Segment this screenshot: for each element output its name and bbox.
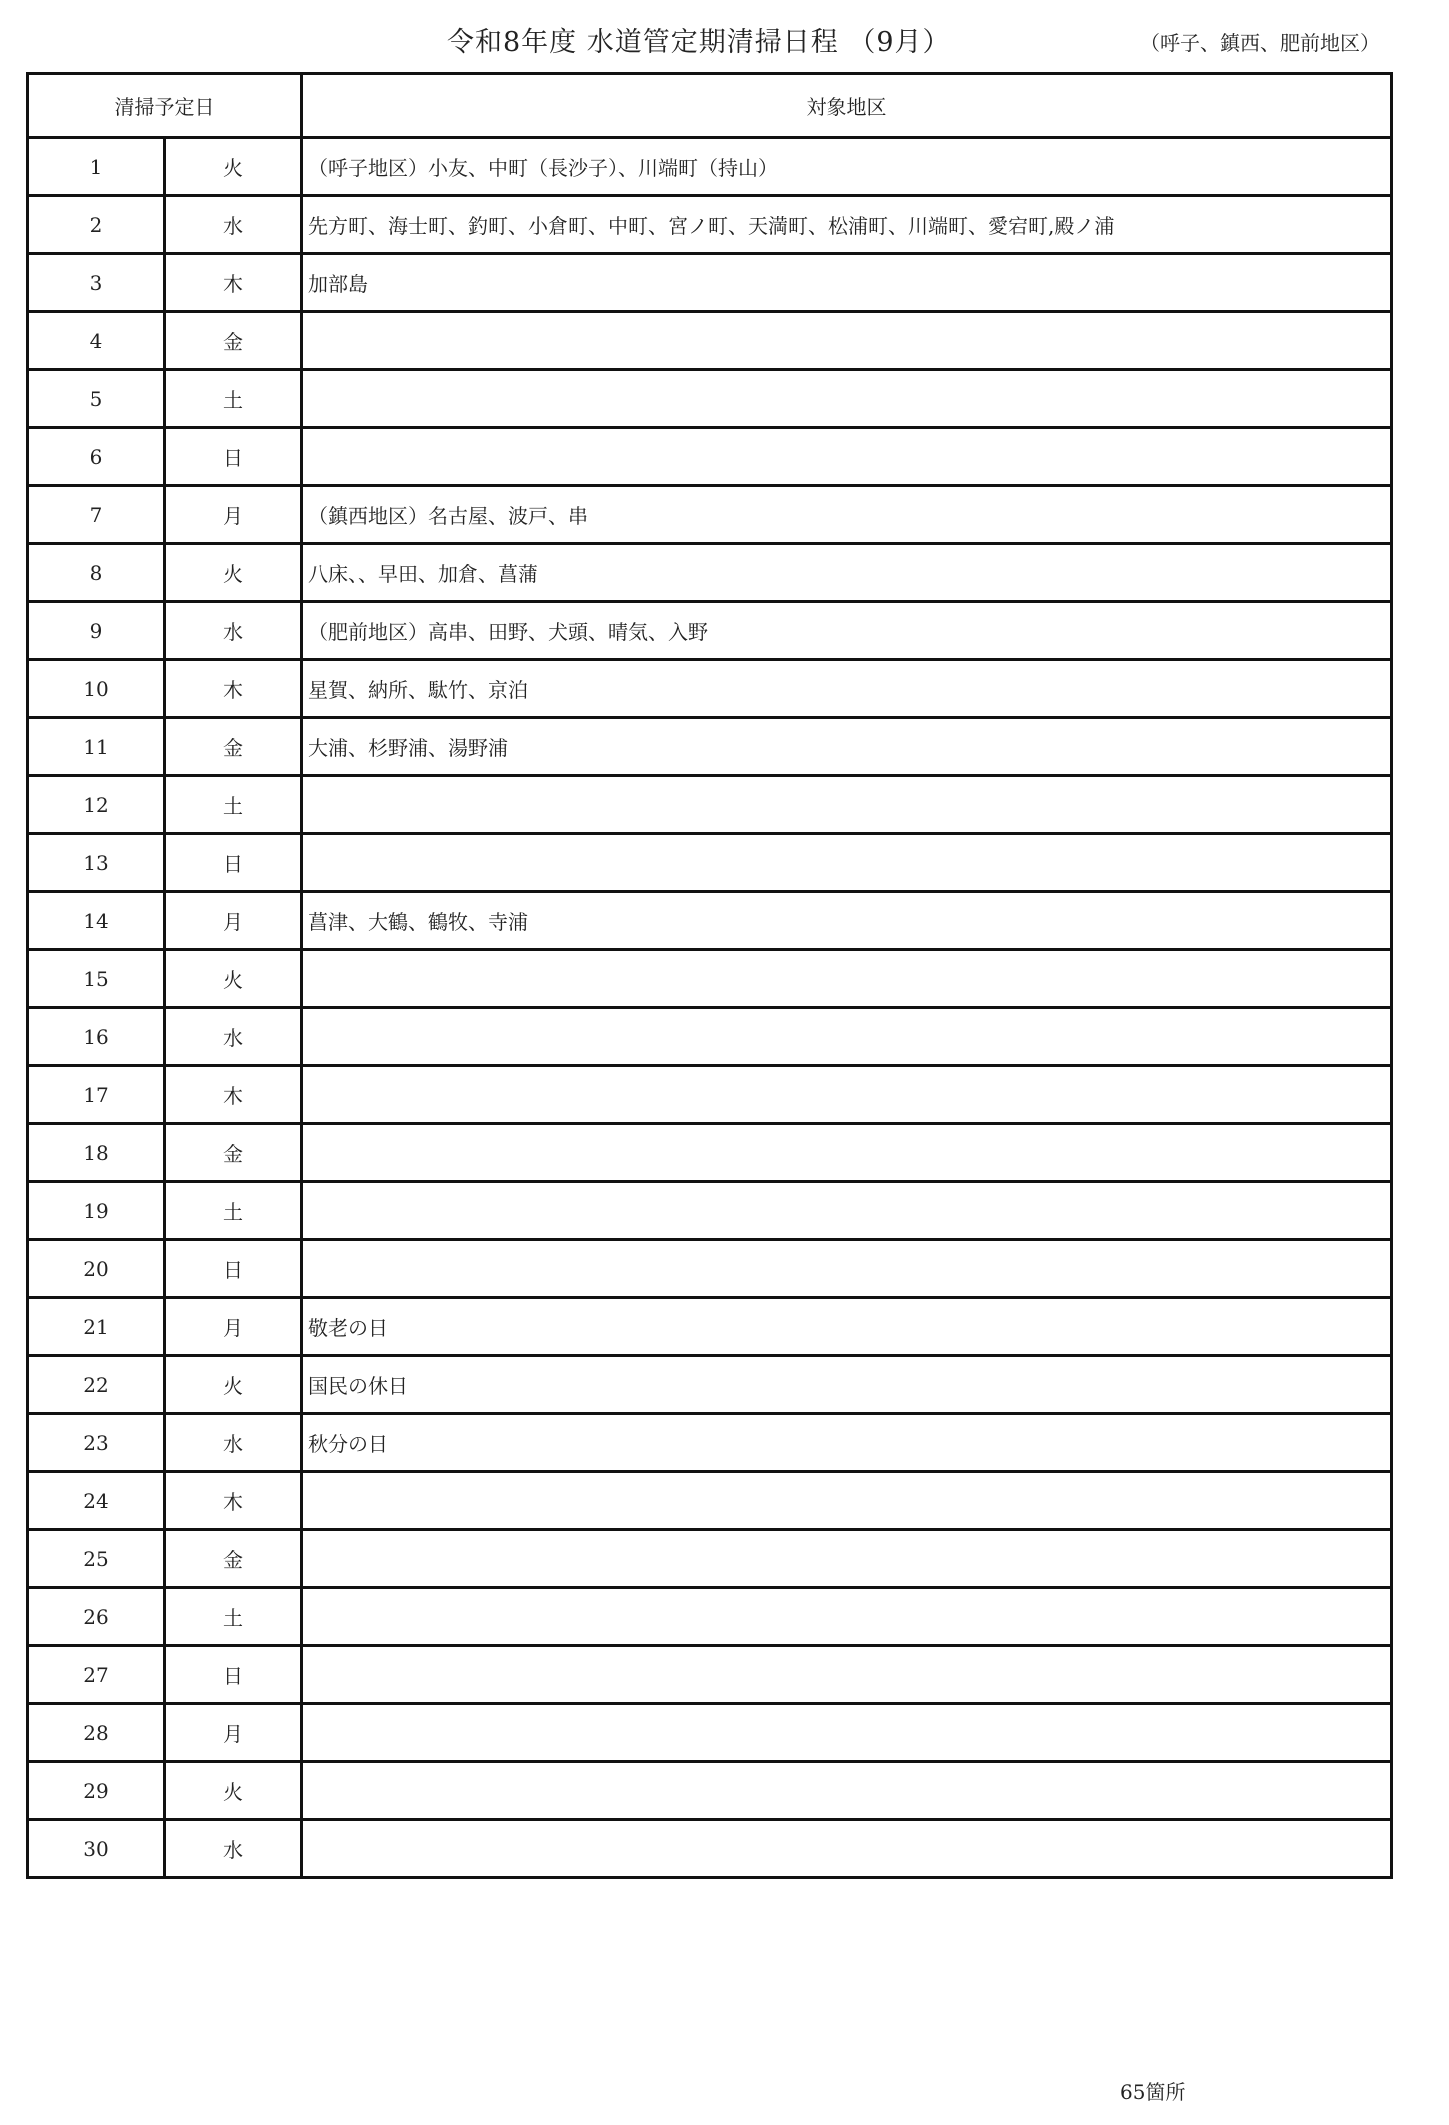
table-row [28,950,1392,1008]
date-cell: 6 [28,428,165,486]
date-cell: 19 [28,1182,165,1240]
table-row [28,370,1392,428]
weekday-cell: 金 [165,312,302,370]
table-row [28,1762,1392,1820]
weekday-cell: 日 [165,1240,302,1298]
schedule-table [26,72,1393,1879]
date-cell: 3 [28,254,165,312]
date-cell: 11 [28,718,165,776]
date-cell: 25 [28,1530,165,1588]
table-row [28,1820,1392,1878]
area-cell [302,950,1392,1008]
date-cell: 13 [28,834,165,892]
area-cell [302,1588,1392,1646]
date-cell: 5 [28,370,165,428]
area-cell [302,1704,1392,1762]
weekday-cell: 木 [165,1472,302,1530]
header-area: 対象地区 [302,74,1392,138]
date-cell: 14 [28,892,165,950]
header-date: 清掃予定日 [28,74,302,138]
weekday-cell: 金 [165,1124,302,1182]
table-row [28,1298,1392,1356]
area-cell [302,1530,1392,1588]
table-row [28,776,1392,834]
area-cell: 星賀、納所、駄竹、京泊 [302,660,1392,718]
weekday-cell: 木 [165,1066,302,1124]
weekday-cell: 金 [165,1530,302,1588]
table-row [28,602,1392,660]
date-cell: 1 [28,138,165,196]
weekday-cell: 月 [165,486,302,544]
weekday-cell: 水 [165,196,302,254]
date-cell: 26 [28,1588,165,1646]
area-cell: 加部島 [302,254,1392,312]
area-cell [302,1762,1392,1820]
area-cell [302,1066,1392,1124]
date-cell: 27 [28,1646,165,1704]
weekday-cell: 火 [165,138,302,196]
table-row [28,1356,1392,1414]
weekday-cell: 火 [165,1762,302,1820]
weekday-cell: 土 [165,1588,302,1646]
table-row [28,196,1392,254]
weekday-cell: 金 [165,718,302,776]
table-row [28,486,1392,544]
area-cell: （肥前地区）高串、田野、犬頭、晴気、入野 [302,602,1392,660]
area-cell: 敬老の日 [302,1298,1392,1356]
table-row [28,1530,1392,1588]
weekday-cell: 水 [165,1008,302,1066]
area-cell [302,1646,1392,1704]
area-cell [302,1124,1392,1182]
weekday-cell: 木 [165,254,302,312]
area-cell: 先方町、海士町、釣町、小倉町、中町、宮ノ町、天満町、松浦町、川端町、愛宕町,殿ノ浦 [302,196,1392,254]
date-cell: 9 [28,602,165,660]
date-cell: 20 [28,1240,165,1298]
date-cell: 30 [28,1820,165,1878]
table-row [28,660,1392,718]
area-cell: 国民の休日 [302,1356,1392,1414]
weekday-cell: 日 [165,834,302,892]
date-cell: 8 [28,544,165,602]
date-cell: 7 [28,486,165,544]
table-row [28,1414,1392,1472]
date-cell: 22 [28,1356,165,1414]
area-cell [302,312,1392,370]
date-cell: 10 [28,660,165,718]
date-cell: 2 [28,196,165,254]
weekday-cell: 水 [165,1820,302,1878]
area-cell [302,370,1392,428]
date-cell: 16 [28,1008,165,1066]
date-cell: 29 [28,1762,165,1820]
table-row [28,718,1392,776]
area-cell: 菖津、大鶴、鶴牧、寺浦 [302,892,1392,950]
weekday-cell: 火 [165,544,302,602]
table-row [28,1588,1392,1646]
table-row [28,1646,1392,1704]
page-title: 令和8年度 水道管定期清掃日程 （9月） [447,27,951,58]
page-subtitle: （呼子、鎮西、肥前地区） [1140,31,1380,55]
table-row [28,1182,1392,1240]
area-cell: 八床、、早田、加倉、菖蒲 [302,544,1392,602]
weekday-cell: 日 [165,428,302,486]
date-cell: 23 [28,1414,165,1472]
table-row [28,138,1392,196]
area-cell [302,1472,1392,1530]
date-cell: 28 [28,1704,165,1762]
area-cell: （呼子地区）小友、中町（長沙子）、川端町（持山） [302,138,1392,196]
weekday-cell: 月 [165,1704,302,1762]
area-cell: 大浦、杉野浦、湯野浦 [302,718,1392,776]
area-cell [302,1820,1392,1878]
area-cell [302,1240,1392,1298]
area-cell: 秋分の日 [302,1414,1392,1472]
weekday-cell: 火 [165,950,302,1008]
table-row [28,1704,1392,1762]
table-row [28,254,1392,312]
table-row [28,1472,1392,1530]
total-count: 65箇所 [1120,2080,1186,2104]
date-cell: 15 [28,950,165,1008]
table-row [28,1240,1392,1298]
area-cell [302,428,1392,486]
table-body [28,138,1392,1878]
date-cell: 21 [28,1298,165,1356]
weekday-cell: 土 [165,776,302,834]
table-row [28,1066,1392,1124]
area-cell [302,1008,1392,1066]
weekday-cell: 日 [165,1646,302,1704]
weekday-cell: 月 [165,1298,302,1356]
area-cell [302,1182,1392,1240]
table-row [28,544,1392,602]
weekday-cell: 土 [165,1182,302,1240]
weekday-cell: 水 [165,1414,302,1472]
weekday-cell: 木 [165,660,302,718]
table-row [28,834,1392,892]
table-row [28,428,1392,486]
area-cell: （鎮西地区）名古屋、波戸、串 [302,486,1392,544]
table-row [28,312,1392,370]
table-row [28,1124,1392,1182]
weekday-cell: 月 [165,892,302,950]
date-cell: 24 [28,1472,165,1530]
date-cell: 4 [28,312,165,370]
date-cell: 17 [28,1066,165,1124]
area-cell [302,834,1392,892]
area-cell [302,776,1392,834]
table-row [28,1008,1392,1066]
date-cell: 12 [28,776,165,834]
weekday-cell: 水 [165,602,302,660]
table-row [28,892,1392,950]
date-cell: 18 [28,1124,165,1182]
weekday-cell: 火 [165,1356,302,1414]
table-header-row [28,74,1392,138]
weekday-cell: 土 [165,370,302,428]
